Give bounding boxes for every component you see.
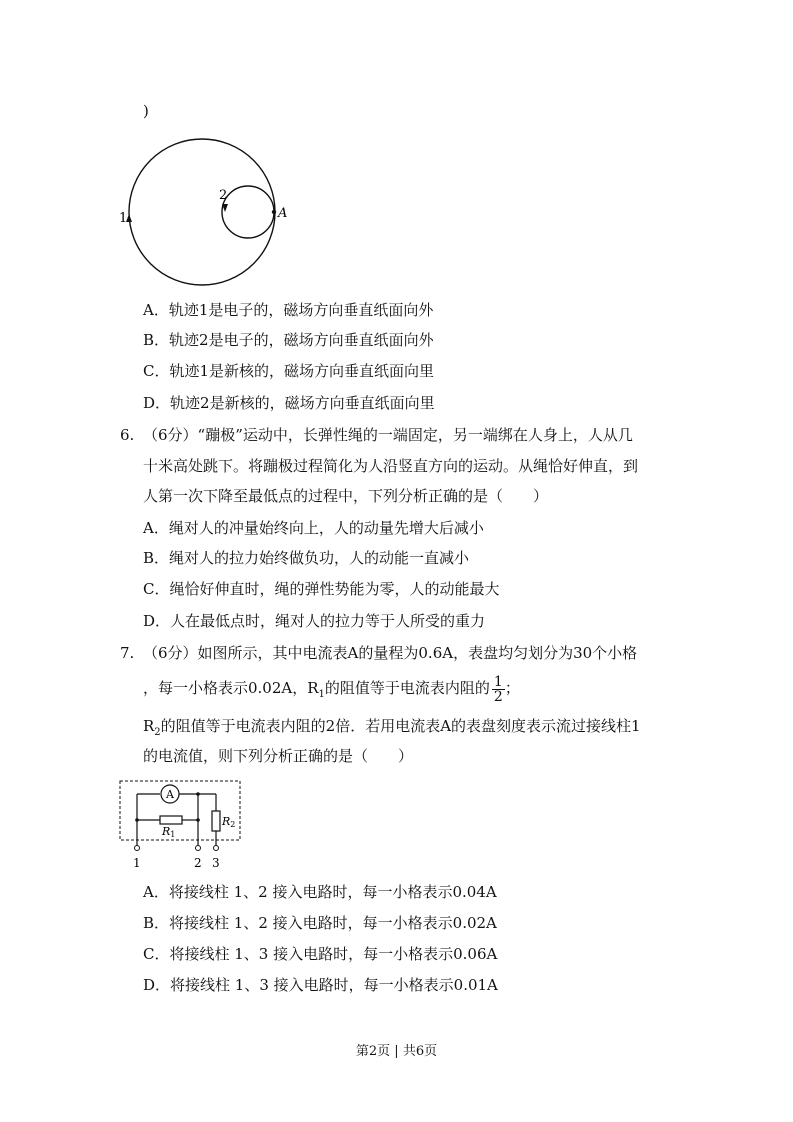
q7-line2-text-b: 的阻值等于电流表内阻的 <box>324 679 490 697</box>
trajectory-1-label: 1 <box>119 211 128 226</box>
q7-number: 7. <box>120 644 135 662</box>
trajectory-2-label: 2 <box>219 188 228 203</box>
q5-option-c: C．轨迹1是新核的，磁场方向垂直纸面向里 <box>143 362 435 380</box>
r2-subscript: 2 <box>230 820 236 829</box>
terminal-1 <box>135 846 140 851</box>
terminal-2 <box>196 846 201 851</box>
r1-label <box>161 825 175 839</box>
q6-option-b: B．绳对人的拉力始终做负功，人的动能一直减小 <box>143 549 470 567</box>
resistor-r1 <box>160 816 182 824</box>
point-A-label: A <box>278 206 288 221</box>
terminal-2-label: 2 <box>194 856 202 870</box>
q6-option-a: A．绳对人的冲量始终向上，人的动量先增大后减小 <box>143 519 484 537</box>
r1-subscript: 1 <box>170 830 176 839</box>
terminal-3 <box>214 846 219 851</box>
fraction-numerator: 1 <box>493 673 503 690</box>
q7-stem-line-1: （6分）如图所示，其中电流表A的量程为0.6A，表盘均匀划分为30个小格 <box>143 644 638 662</box>
ammeter-label: A <box>166 788 174 801</box>
fraction-denominator: 2 <box>493 688 503 705</box>
terminal-1-label: 1 <box>133 856 141 870</box>
q7-line2-end: ； <box>504 679 520 697</box>
q6-stem-line-3: 人第一次下降至最低点的过程中，下列分析正确的是（ ） <box>143 487 549 505</box>
q6-option-c: C．绳恰好伸直时，绳的弹性势能为零，人的动能最大 <box>143 580 500 598</box>
q7-option-b: B．将接线柱 1、2 接入电路时，每一小格表示0.02A <box>143 914 497 932</box>
q7-line3-text-a: R <box>143 717 155 735</box>
q7-r2-subscript: 2 <box>154 727 161 738</box>
q7-line3-text-b: 的阻值等于电流表内阻的2倍．若用电流表A的表盘刻度表示流过接线柱1 <box>160 717 641 735</box>
q7-option-d: D．将接线柱 1、3 接入电路时，每一小格表示0.01A <box>143 976 498 994</box>
r1-letter: R <box>162 825 171 838</box>
q5-option-a: A．轨迹1是电子的，磁场方向垂直纸面向外 <box>143 301 434 319</box>
terminal-3-label: 3 <box>212 856 220 870</box>
q6-option-d: D．人在最低点时，绳对人的拉力等于人所受的重力 <box>143 612 486 630</box>
circuit-dashed-box <box>120 781 240 840</box>
resistor-r2 <box>212 811 220 831</box>
q6-stem-line-1: （6分）“蹦极”运动中，长弹性绳的一端固定，另一端绑在人身上，人从几 <box>143 426 633 444</box>
q7-line2-text-a: ，每一小格表示0.02A，R <box>143 679 319 697</box>
q7-option-a: A．将接线柱 1、2 接入电路时，每一小格表示0.04A <box>143 883 497 901</box>
q6-stem-line-2: 十米高处跳下。将蹦极过程简化为人沿竖直方向的运动。从绳恰好伸直，到 <box>143 457 639 475</box>
q5-option-b: B．轨迹2是电子的，磁场方向垂直纸面向外 <box>143 331 434 349</box>
r2-label <box>221 815 235 829</box>
q7-stem-line-4: 的电流值，则下列分析正确的是（ ） <box>143 747 414 765</box>
q7-r1-subscript: 1 <box>318 689 325 700</box>
question-fragment-close-paren: ) <box>143 102 149 120</box>
page-footer: 第2页 | 共6页 <box>355 1044 438 1059</box>
q5-option-d: D．轨迹2是新核的，磁场方向垂直纸面向里 <box>143 394 435 412</box>
q7-option-c: C．将接线柱 1、3 接入电路时，每一小格表示0.06A <box>143 945 498 963</box>
r2-letter: R <box>222 815 231 828</box>
q6-number: 6. <box>120 426 135 444</box>
